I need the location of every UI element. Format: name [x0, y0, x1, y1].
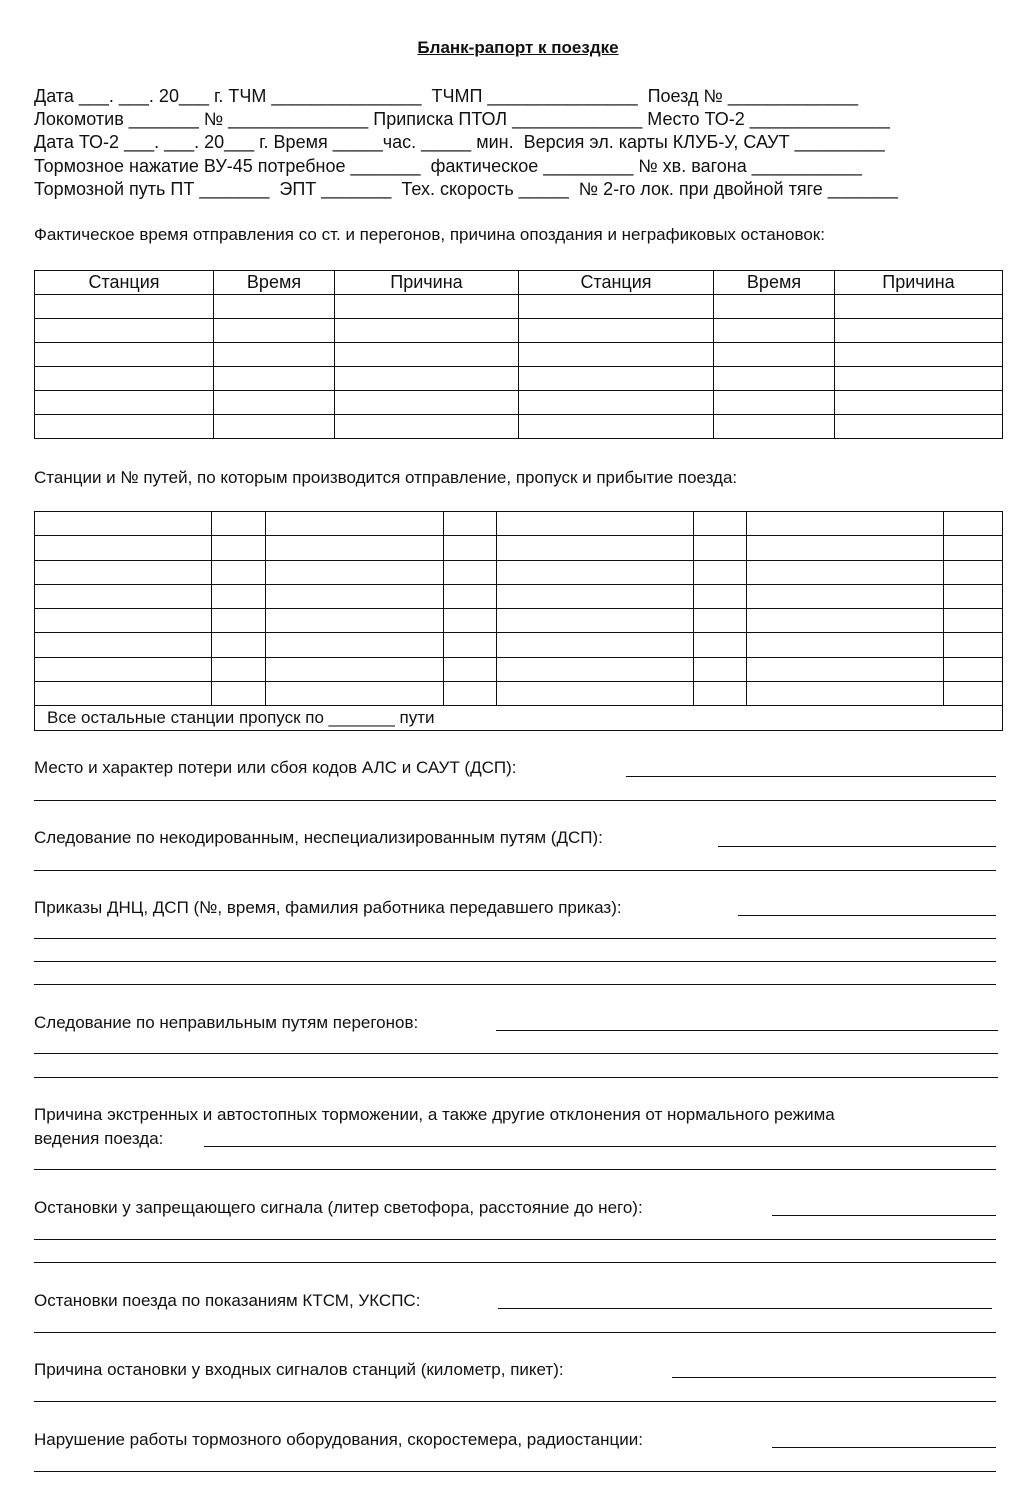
- header-line-locomotive[interactable]: Локомотив _______ № ______________ Приписка ПТОЛ _____________ Место ТО-2 ______________: [34, 109, 890, 129]
- departure-section-label: Фактическое время отправления со ст. и перегонов, причина опоздания и неграфиковых остановок:: [34, 225, 825, 244]
- answer-line[interactable]: [34, 938, 996, 939]
- header-line-to2[interactable]: Дата ТО-2 ___. ___. 20___ г. Время _____час. _____ мин. Версия эл. карты КЛУБ-У, САУТ _________: [34, 132, 885, 152]
- tracks-table: [34, 511, 1003, 731]
- table-cell[interactable]: [835, 391, 1003, 415]
- table-cell[interactable]: [335, 319, 519, 343]
- answer-line[interactable]: [34, 1053, 998, 1054]
- table-row[interactable]: [35, 367, 1003, 391]
- table-cell[interactable]: [714, 319, 835, 343]
- table-cell[interactable]: [497, 682, 694, 706]
- section-label-orders: Приказы ДНЦ, ДСП (№, время, фамилия работника передавшего приказ):: [34, 898, 622, 917]
- table-cell[interactable]: [519, 391, 714, 415]
- table-cell[interactable]: [35, 415, 214, 439]
- answer-line[interactable]: [738, 915, 996, 916]
- table-cell[interactable]: [214, 367, 335, 391]
- table-cell[interactable]: [519, 319, 714, 343]
- table-cell[interactable]: [266, 512, 444, 536]
- table-cell[interactable]: [266, 682, 444, 706]
- answer-line[interactable]: [34, 1471, 996, 1472]
- table-cell[interactable]: [266, 609, 444, 633]
- answer-line[interactable]: [496, 1030, 998, 1031]
- table-cell[interactable]: [835, 295, 1003, 319]
- answer-line[interactable]: [34, 800, 996, 801]
- table-cell[interactable]: [335, 295, 519, 319]
- table-row[interactable]: [35, 295, 1003, 319]
- table-cell[interactable]: [35, 682, 212, 706]
- table-cell[interactable]: [266, 536, 444, 560]
- table-cell[interactable]: [694, 536, 747, 560]
- table-cell[interactable]: [944, 560, 1003, 584]
- table-cell[interactable]: [35, 295, 214, 319]
- departure-table: [34, 270, 1003, 439]
- table-cell[interactable]: [694, 609, 747, 633]
- table-cell[interactable]: [714, 367, 835, 391]
- table-row[interactable]: [35, 657, 1003, 681]
- table-cell[interactable]: [497, 560, 694, 584]
- table-cell[interactable]: [214, 295, 335, 319]
- table-cell[interactable]: [944, 536, 1003, 560]
- answer-line[interactable]: [672, 1377, 996, 1378]
- table-cell[interactable]: [497, 609, 694, 633]
- answer-line[interactable]: [34, 1401, 996, 1402]
- table-cell[interactable]: [714, 391, 835, 415]
- col-header-station: Станция: [35, 271, 214, 295]
- table-cell[interactable]: [35, 609, 212, 633]
- table-cell[interactable]: [35, 391, 214, 415]
- table-cell[interactable]: [214, 343, 335, 367]
- table-cell[interactable]: [212, 657, 266, 681]
- table-row[interactable]: [35, 319, 1003, 343]
- table-cell[interactable]: [694, 584, 747, 608]
- table-cell[interactable]: [35, 560, 212, 584]
- table-cell[interactable]: [944, 609, 1003, 633]
- table-row[interactable]: [35, 682, 1003, 706]
- answer-line[interactable]: [34, 870, 996, 871]
- header-line-brake-pressure[interactable]: Тормозное нажатие ВУ-45 потребное _______ фактическое _________ № хв. вагона ___________: [34, 156, 862, 176]
- answer-line[interactable]: [34, 1332, 996, 1333]
- table-cell[interactable]: [497, 657, 694, 681]
- table-cell[interactable]: [35, 512, 212, 536]
- table-cell[interactable]: [519, 367, 714, 391]
- header-line-brake-path[interactable]: Тормозной путь ПТ _______ ЭПТ _______ Тех. скорость _____ № 2-го лок. при двойной тяге _______: [34, 179, 898, 199]
- table-cell[interactable]: [714, 343, 835, 367]
- table-cell[interactable]: [835, 415, 1003, 439]
- col-header-reason: Причина: [335, 271, 519, 295]
- answer-line[interactable]: [34, 961, 996, 962]
- table-cell[interactable]: [747, 633, 944, 657]
- section-label-brake-equipment: Нарушение работы тормозного оборудования, скоростемера, радиостанции:: [34, 1430, 643, 1449]
- section-label-train-driving: ведения поезда:: [34, 1129, 164, 1148]
- table-cell[interactable]: [747, 584, 944, 608]
- table-cell[interactable]: [35, 367, 214, 391]
- answer-line[interactable]: [34, 1077, 998, 1078]
- table-cell[interactable]: [444, 584, 497, 608]
- table-cell[interactable]: [212, 682, 266, 706]
- table-cell[interactable]: [944, 584, 1003, 608]
- tracks-section-label: Станции и № путей, по которым производится отправление, пропуск и прибытие поезда:: [34, 468, 738, 487]
- table-cell[interactable]: [944, 682, 1003, 706]
- table-cell[interactable]: [212, 609, 266, 633]
- table-row[interactable]: [35, 609, 1003, 633]
- table-cell[interactable]: [444, 657, 497, 681]
- table-cell[interactable]: [835, 367, 1003, 391]
- table-row[interactable]: [35, 415, 1003, 439]
- table-cell[interactable]: [944, 657, 1003, 681]
- table-cell[interactable]: [497, 584, 694, 608]
- answer-line[interactable]: [498, 1308, 992, 1309]
- table-cell[interactable]: [335, 343, 519, 367]
- table-cell[interactable]: [519, 295, 714, 319]
- table-cell[interactable]: [714, 415, 835, 439]
- table-cell[interactable]: [444, 682, 497, 706]
- table-row[interactable]: [35, 536, 1003, 560]
- table-row[interactable]: [35, 391, 1003, 415]
- table-cell[interactable]: [35, 319, 214, 343]
- table-cell[interactable]: [714, 295, 835, 319]
- col-header-time: Время: [214, 271, 335, 295]
- table-cell[interactable]: [35, 657, 212, 681]
- table-cell[interactable]: [944, 633, 1003, 657]
- answer-line[interactable]: [34, 1262, 996, 1263]
- departure-table-header: [35, 271, 1003, 295]
- table-cell[interactable]: [694, 633, 747, 657]
- table-cell[interactable]: [266, 560, 444, 584]
- table-row[interactable]: [35, 343, 1003, 367]
- table-cell[interactable]: [444, 633, 497, 657]
- table-cell[interactable]: [444, 560, 497, 584]
- table-cell[interactable]: [694, 560, 747, 584]
- table-cell[interactable]: [444, 536, 497, 560]
- table-cell[interactable]: [944, 512, 1003, 536]
- table-cell[interactable]: [212, 633, 266, 657]
- col-header-time-2: Время: [714, 271, 835, 295]
- answer-line[interactable]: [34, 1169, 996, 1170]
- table-row[interactable]: [35, 560, 1003, 584]
- table-row[interactable]: [35, 512, 1003, 536]
- table-cell[interactable]: [444, 512, 497, 536]
- table-cell[interactable]: [519, 415, 714, 439]
- table-cell[interactable]: [497, 512, 694, 536]
- table-cell[interactable]: [444, 609, 497, 633]
- col-header-station-2: Станция: [519, 271, 714, 295]
- table-cell[interactable]: [35, 633, 212, 657]
- section-label-ktsm: Остановки поезда по показаниям КТСМ, УКСПС:: [34, 1291, 421, 1310]
- table-cell[interactable]: [214, 391, 335, 415]
- table-cell[interactable]: [835, 319, 1003, 343]
- section-label-stop-signal: Остановки у запрещающего сигнала (литер светофора, расстояние до него):: [34, 1198, 643, 1217]
- table-cell[interactable]: [212, 512, 266, 536]
- table-cell[interactable]: [747, 609, 944, 633]
- table-cell[interactable]: [747, 657, 944, 681]
- answer-line[interactable]: [34, 984, 996, 985]
- table-cell[interactable]: [694, 682, 747, 706]
- answer-line[interactable]: [718, 846, 996, 847]
- answer-line[interactable]: [772, 1447, 996, 1448]
- answer-line[interactable]: [772, 1215, 996, 1216]
- section-label-uncoded-tracks: Следование по некодированным, неспециализированным путям (ДСП):: [34, 828, 603, 847]
- table-cell[interactable]: [519, 343, 714, 367]
- section-label-entry-signals: Причина остановки у входных сигналов станций (километр, пикет):: [34, 1360, 564, 1379]
- tracks-table-footer[interactable]: [35, 706, 1003, 730]
- answer-line[interactable]: [204, 1146, 996, 1147]
- answer-line[interactable]: [34, 1239, 996, 1240]
- table-cell[interactable]: [214, 415, 335, 439]
- section-label-emergency-braking: Причина экстренных и автостопных торможении, а также другие отклонения от нормального режима: [34, 1105, 835, 1124]
- table-row[interactable]: [35, 584, 1003, 608]
- table-cell[interactable]: [335, 415, 519, 439]
- table-cell[interactable]: [694, 512, 747, 536]
- table-cell[interactable]: [694, 657, 747, 681]
- table-cell[interactable]: [747, 682, 944, 706]
- table-cell[interactable]: [214, 319, 335, 343]
- col-header-reason-2: Причина: [835, 271, 1003, 295]
- table-row[interactable]: [35, 633, 1003, 657]
- answer-line[interactable]: [626, 776, 996, 777]
- table-cell[interactable]: [335, 367, 519, 391]
- section-label-als-codes: Место и характер потери или сбоя кодов АЛС и САУТ (ДСП):: [34, 758, 517, 777]
- table-cell[interactable]: [835, 343, 1003, 367]
- table-cell[interactable]: [747, 536, 944, 560]
- table-cell[interactable]: [266, 633, 444, 657]
- table-cell[interactable]: [335, 391, 519, 415]
- remaining-stations-text[interactable]: Все остальные станции пропуск по _______ пути: [35, 706, 1003, 730]
- table-cell[interactable]: [747, 512, 944, 536]
- form-title: Бланк-рапорт к поездке: [417, 38, 619, 57]
- table-cell[interactable]: [497, 633, 694, 657]
- table-cell[interactable]: [35, 584, 212, 608]
- table-cell[interactable]: [266, 584, 444, 608]
- table-cell[interactable]: [747, 560, 944, 584]
- table-cell[interactable]: [497, 536, 694, 560]
- table-cell[interactable]: [266, 657, 444, 681]
- table-cell[interactable]: [212, 536, 266, 560]
- table-cell[interactable]: [212, 584, 266, 608]
- table-cell[interactable]: [35, 536, 212, 560]
- section-label-wrong-tracks: Следование по неправильным путям перегонов:: [34, 1013, 419, 1032]
- table-cell[interactable]: [35, 343, 214, 367]
- header-line-date[interactable]: Дата ___. ___. 20___ г. ТЧМ _______________ ТЧМП _______________ Поезд № _____________: [34, 86, 858, 106]
- table-cell[interactable]: [212, 560, 266, 584]
